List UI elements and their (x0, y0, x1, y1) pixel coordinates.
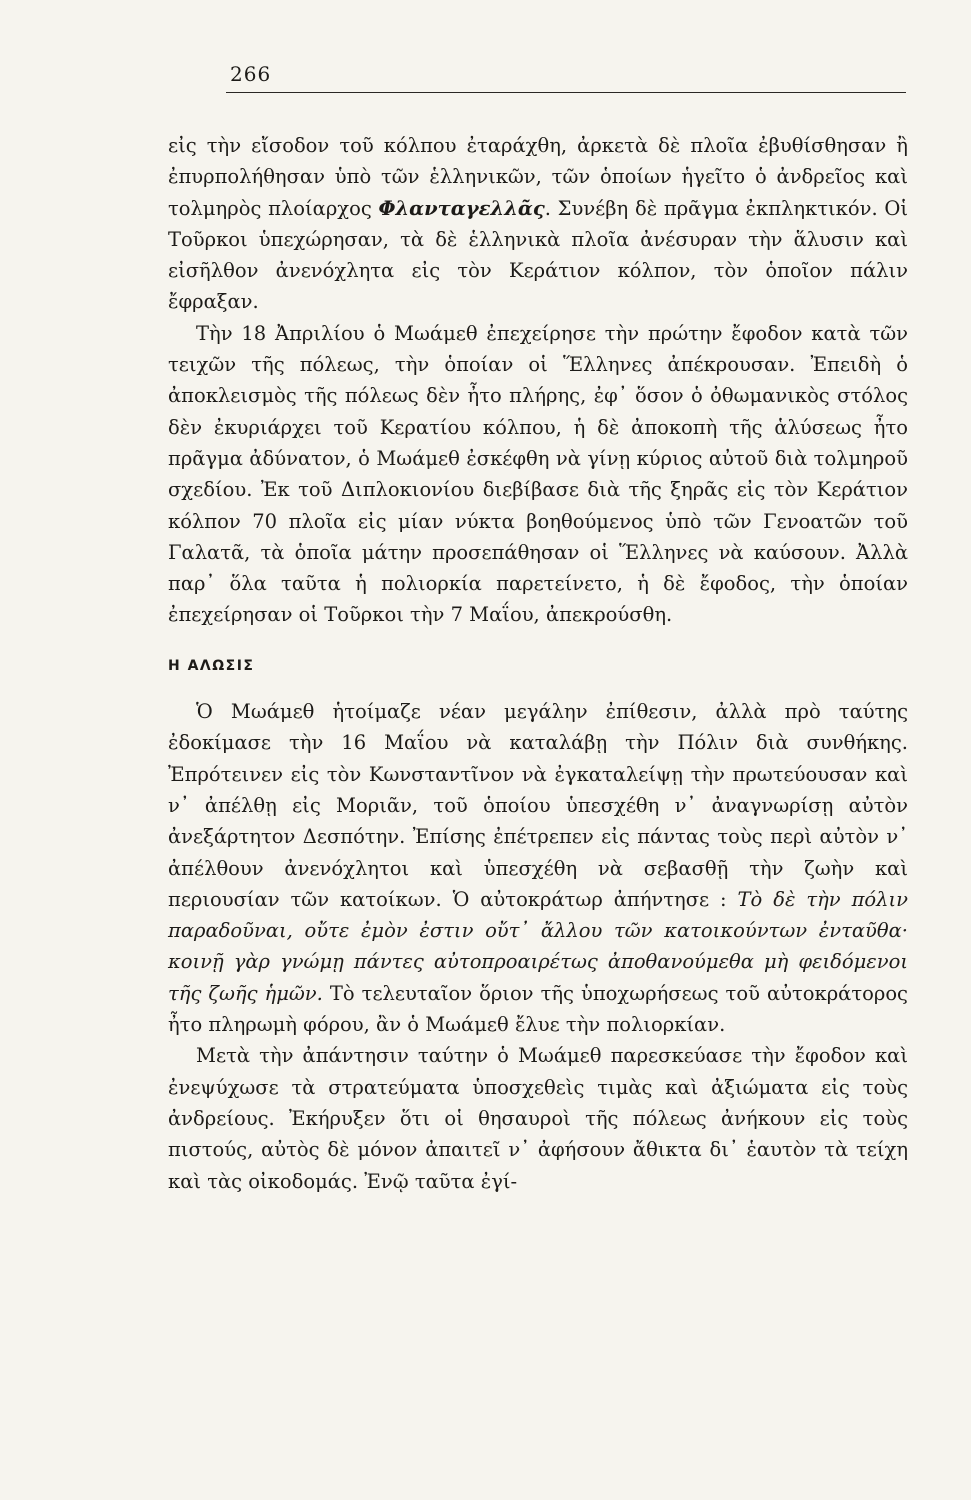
paragraph-3-text-start: Ὁ Μωάμεθ ἡτοίμαζε νέαν μεγάλην ἐπίθεσιν, ἀλλὰ πρὸ ταύτης ἐδοκίμασε τὴν 16 Μαΐου νὰ καταλάβῃ τὴν Πόλιν διὰ συνθήκης. Ἐπρότεινεν εἰς τὸν Κωνσταντῖνον νὰ ἐγκαταλείψῃ τὴν πρωτεύουσαν καὶ ν᾽ ἀπέλθῃ εἰς Μοριᾶν, τοῦ ὁποίου ὑπεσχέθη ν᾽ ἀναγνωρίσῃ αὐτὸν ἀνεξάρτητον Δεσπότην. Ἐπίσης ἐπέτρεπεν εἰς πάντας τοὺς περὶ αὐτὸν ν᾽ ἀπέλθουν ἀνενόχλητοι καὶ ὑπεσχέθη νὰ σεβασθῇ τὴν ζωὴν καὶ περιουσίαν τῶν κατοίκων. Ὁ αὐτοκράτωρ ἀπήντησε : (168, 700, 908, 911)
emperor-quote: Τὸ δὲ τὴν πόλιν παραδοῦναι, οὔτε ἐμὸν ἐστιν οὔτ᾽ ἄλλου τῶν κατοικούντων ἐνταῦθα· κοινῇ γὰρ γνώμῃ πάντες αὐτοπροαιρέτως ἀποθανούμεθα μὴ φειδόμενοι τῆς ζωῆς ἡμῶν. (168, 887, 908, 1005)
paragraph-1-text-end: . Συνέβη δὲ πρᾶγμα ἐκπληκτικόν. Οἱ Τοῦρκοι ὑπεχώρησαν, τὰ δὲ ἑλληνικὰ πλοῖα ἀνέσυραν τὴν ἅλυσιν καὶ εἰσῆλθον ἀνενόχλητα εἰς τὸν Κεράτιον κόλπον, τὸν ὁποῖον πάλιν ἔφραξαν. (168, 196, 909, 314)
paragraph-2: Τὴν 18 Ἀπριλίου ὁ Μωάμεθ ἐπεχείρησε τὴν πρώτην ἔφοδον κατὰ τῶν τειχῶν τῆς πόλεως, τὴν ὁποίαν οἱ Ἕλληνες ἀπέκρουσαν. Ἐπειδὴ ὁ ἀποκλεισμὸς τῆς πόλεως δὲν ἦτο πλήρης, ἐφ᾽ ὅσον ὁ ὀθωμανικὸς στόλος δὲν ἐκυριάρχει τοῦ Κερατίου κόλπου, ἡ δὲ ἀποκοπὴ τῆς ἁλύσεως ἦτο πρᾶγμα ἀδύνατον, ὁ Μωάμεθ ἐσκέφθη νὰ γίνῃ κύριος αὐτοῦ διὰ τολμηροῦ σχεδίου. Ἐκ τοῦ Διπλοκιονίου διεβίβασε διὰ τῆς ξηρᾶς εἰς τὸν Κεράτιον κόλπον 70 πλοῖα εἰς μίαν νύκτα βοηθούμενος ὑπὸ τῶν Γενοατῶν τοῦ Γαλατᾶ, τὰ ὁποῖα μάτην προσεπάθησαν οἱ Ἕλληνες νὰ καύσουν. Ἀλλὰ παρ᾽ ὅλα ταῦτα ἡ πολιορκία παρετείνετο, ἡ δὲ ἔφοδος, τὴν ὁποίαν ἐπεχείρησαν οἱ Τοῦρκοι τὴν 7 Μαΐου, ἀπεκρούσθη. (168, 321, 908, 627)
captain-name: Φλανταγελλᾶς (378, 196, 545, 220)
header-rule (226, 92, 906, 93)
paragraph-3-text-end: Τὸ τελευταῖον ὅριον τῆς ὑποχωρήσεως τοῦ αὐτοκράτορος ἦτο πληρωμὴ φόρου, ἂν ὁ Μωάμεθ ἔλυε τὴν πολιορκίαν. (168, 981, 908, 1037)
page-number: 266 (230, 62, 272, 86)
body-text (168, 130, 908, 1197)
paragraph-1 (168, 130, 908, 318)
paragraph-4: Μετὰ τὴν ἀπάντησιν ταύτην ὁ Μωάμεθ παρεσκεύασε τὴν ἔφοδον καὶ ἐνεψύχωσε τὰ στρατεύματα ὑποσχεθεὶς τιμὰς καὶ ἀξιώματα εἰς τοὺς ἀνδρείους. Ἐκήρυξεν ὅτι οἱ θησαυροὶ τῆς πόλεως ἀνήκουν εἰς τοὺς πιστούς, αὐτὸς δὲ μόνον ἀπαιτεῖ ν᾽ ἀφήσουν ἄθικτα δι᾽ ἑαυτὸν τὰ τείχη καὶ τὰς οἰκοδομάς. Ἐνῷ ταῦτα ἐγί- (168, 1044, 908, 1193)
section-heading: Η ΑΛΩΣΙΣ (168, 657, 255, 674)
paragraph-3 (168, 696, 908, 1040)
paragraph-1-text-start: εἰς τὴν εἴσοδον τοῦ κόλπου ἐταράχθη, ἀρκετὰ δὲ πλοῖα ἐβυθίσθησαν ἢ ἐπυρπολήθησαν ὑπὸ τῶν ἑλληνικῶν, τῶν ὁποίων ἡγεῖτο ὁ ἀνδρεῖος καὶ τολμηρὸς πλοίαρχος (168, 134, 908, 220)
